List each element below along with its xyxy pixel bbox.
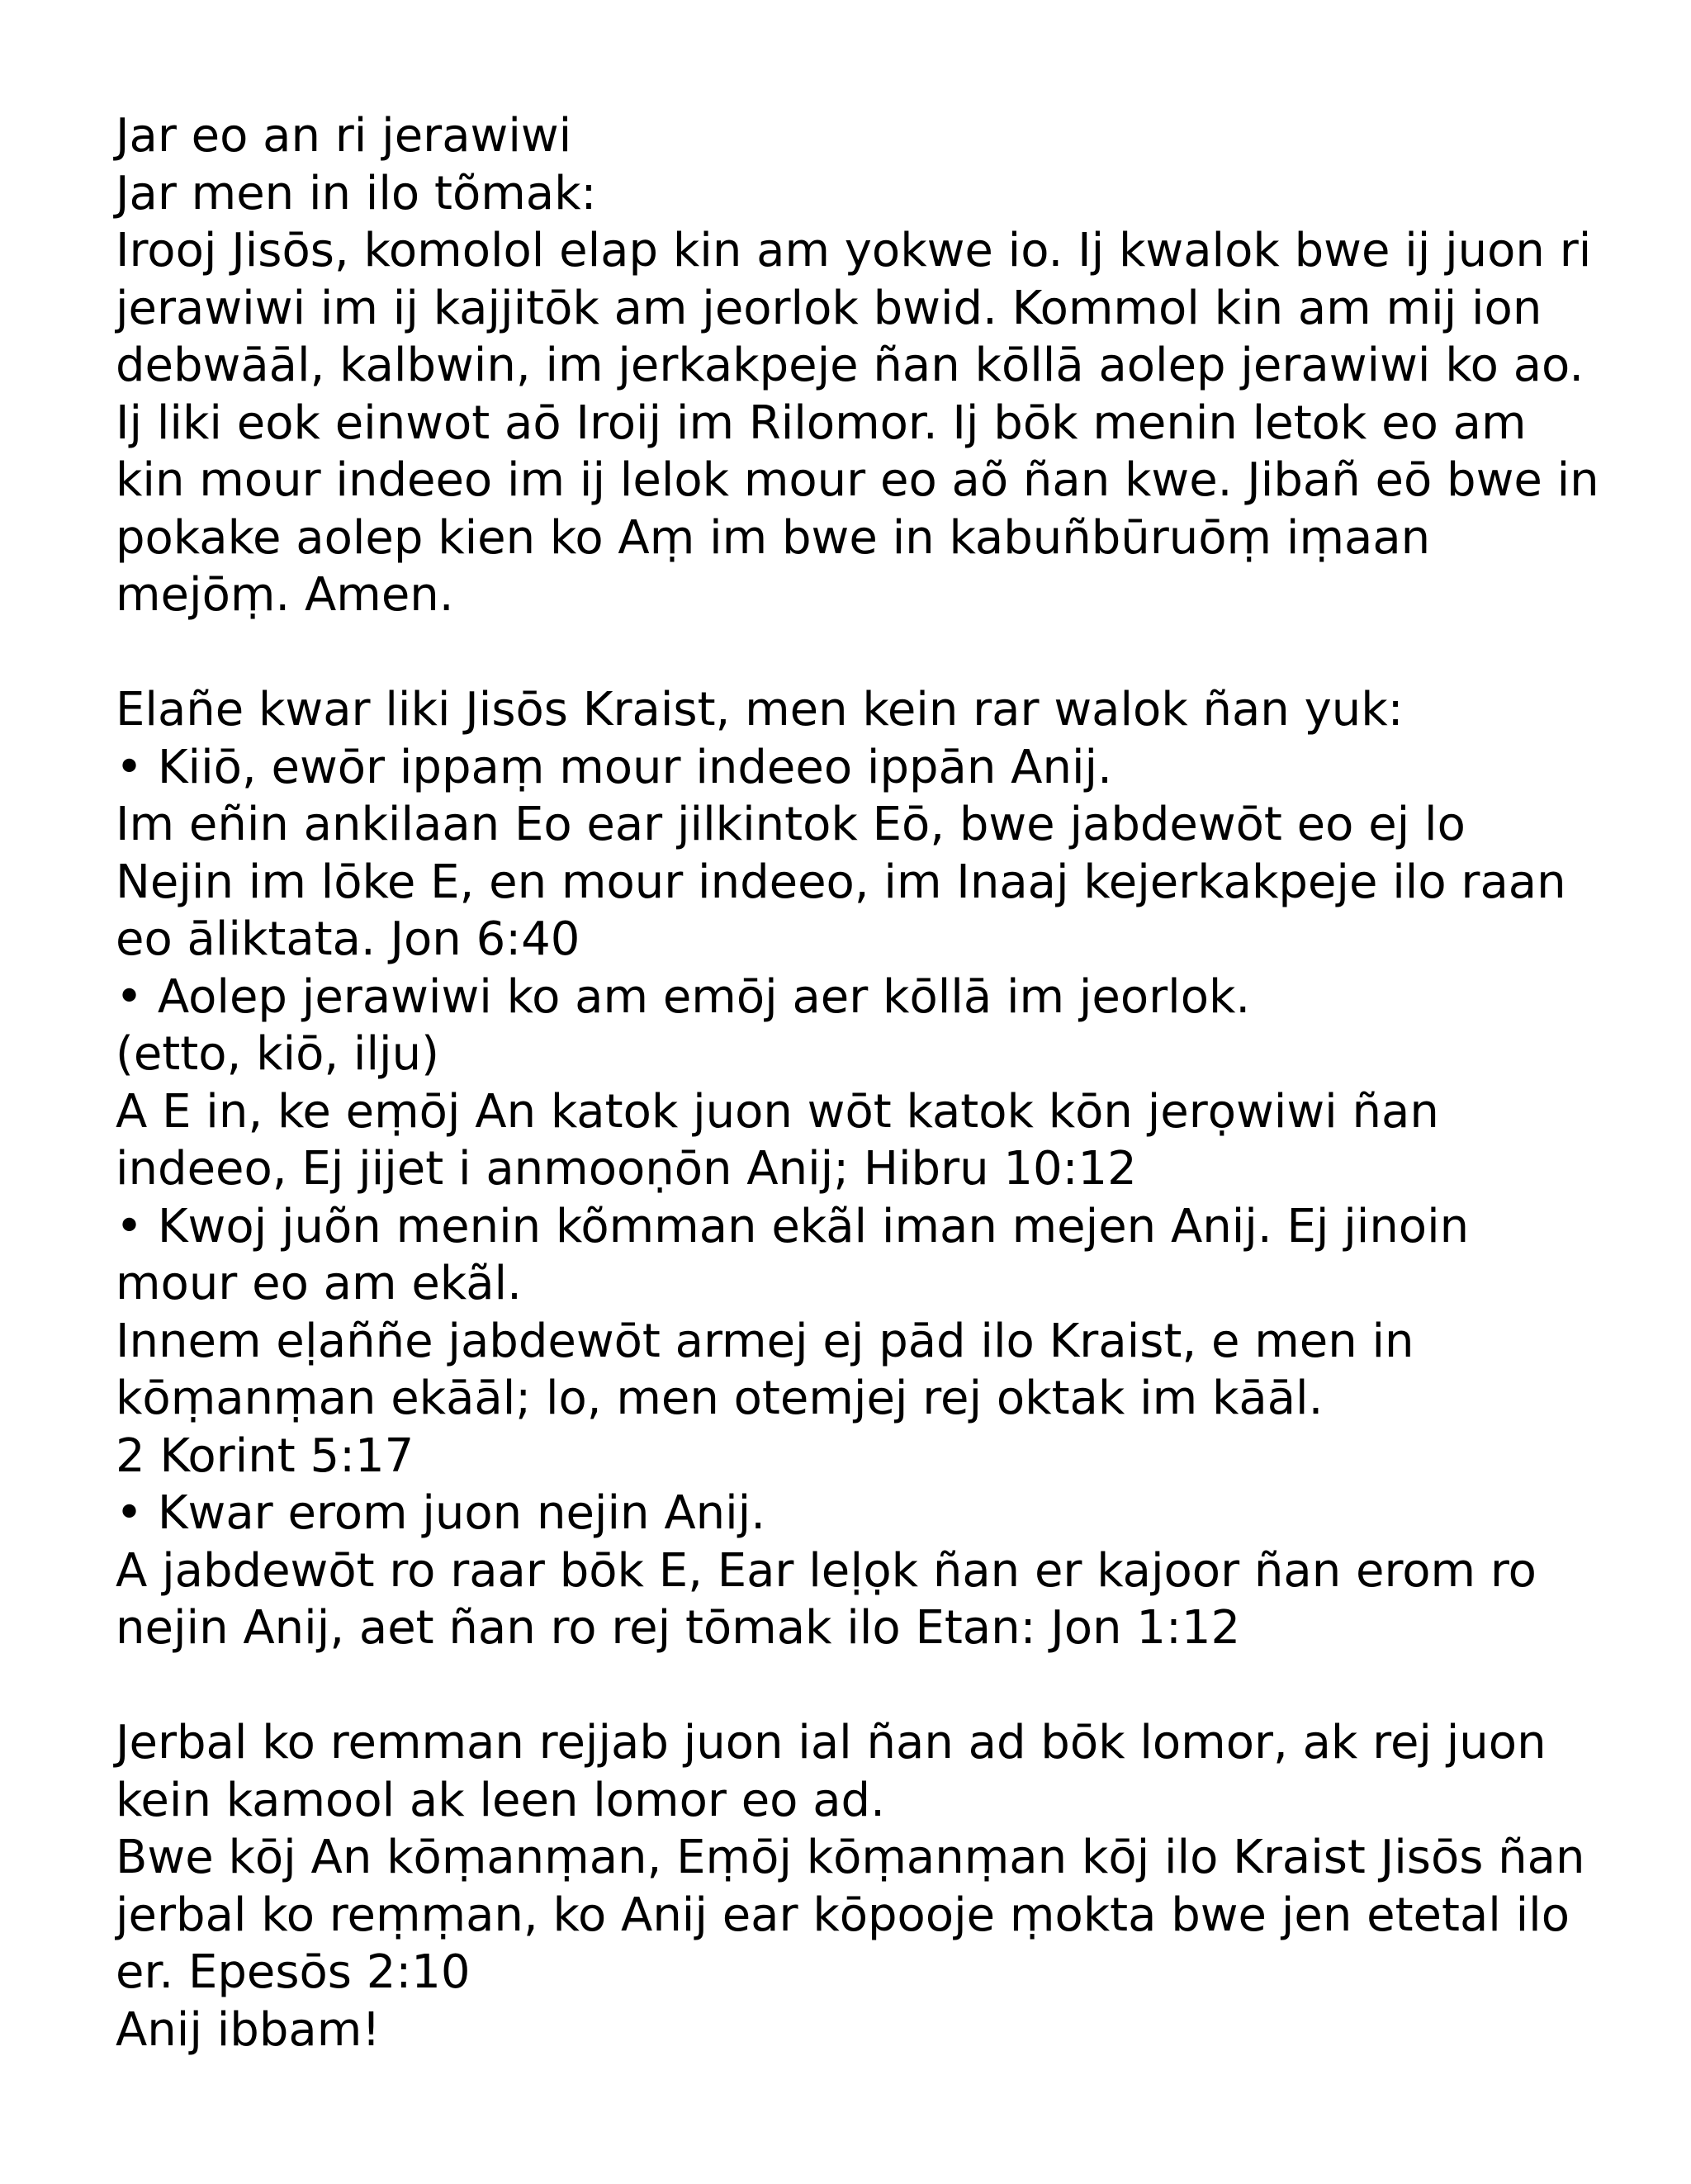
assurance-line: • Kwar erom juon nejin Anij. (116, 1486, 766, 1540)
assurance-line: 2 Korint 5:17 (116, 1428, 414, 1483)
assurance-line: kōṃanṃan ekāāl; lo, men otemjej rej oktak im kāāl. (116, 1372, 1324, 1425)
prayer-line: Irooj Jisōs, komolol elap kin am yokwe io. Ij kwalok bwe ij juon ri (116, 224, 1592, 277)
closing-line: Bwe kōj An kōṃanṃan, Eṃōj kōṃanṃan kōj ilo Kraist Jisōs ñan (116, 1831, 1585, 1884)
assurance-section (116, 681, 1602, 1657)
assurance-line: mour eo am ekãl. (116, 1257, 522, 1310)
closing-line: Anij ibbam! (116, 2002, 381, 2057)
assurance-line: • Kwoj juõn menin kõmman ekãl iman mejen Anij. Ej jinoin (116, 1199, 1470, 1253)
assurance-line: eo āliktata. Jon 6:40 (116, 912, 580, 966)
assurance-line: • Aolep jerawiwi ko am emōj aer kōllā im jeorlok. (116, 969, 1251, 1024)
prayer-line: debwāāl, kalbwin, im jerkakpeje ñan kōllā aolep jerawiwi ko ao. (116, 339, 1584, 392)
assurance-line: Elañe kwar liki Jisōs Kraist, men kein rar walok ñan yuk: (116, 683, 1404, 737)
prayer-line: Ij liki eok einwot aō Iroij im Rilomor. Ij bōk menin letok eo am (116, 396, 1527, 450)
assurance-line: Nejin im lōke E, en mour indeeo, im Inaaj kejerkakpeje ilo raan (116, 855, 1566, 909)
prayer-section (116, 107, 1602, 624)
assurance-line: Innem eḷaññe jabdewōt armej ej pād ilo Kraist, e men in (116, 1314, 1414, 1368)
prayer-line: Jar eo an ri jerawiwi (116, 109, 572, 163)
prayer-line: Jar men in ilo tõmak: (116, 166, 597, 220)
assurance-line: (etto, kiō, ilju) (116, 1027, 439, 1081)
closing-line: er. Epesōs 2:10 (116, 1945, 471, 1999)
closing-line: Jerbal ko remman rejjab juon ial ñan ad bōk lomor, ak rej juon (116, 1716, 1547, 1769)
closing-line: jerbal ko reṃṃan, ko Anij ear kōpooje ṃokta bwe jen etetal ilo (116, 1888, 1570, 1942)
paragraph-spacer (116, 624, 1602, 682)
assurance-line: • Kiiō, ewōr ippaṃ mour indeeo ippān Anij. (116, 740, 1112, 794)
assurance-line: nejin Anij, aet ñan ro rej tōmak ilo Etan: Jon 1:12 (116, 1601, 1241, 1655)
assurance-line: A jabdewōt ro raar bōk E, Ear leḷọk ñan er kajoor ñan erom ro (116, 1543, 1537, 1598)
assurance-line: Im eñin ankilaan Eo ear jilkintok Eō, bwe jabdewōt eo ej lo (116, 798, 1466, 851)
prayer-line: mejōṃ. Amen. (116, 568, 454, 622)
closing-section (116, 1714, 1602, 2058)
prayer-line: kin mour indeeo im ij lelok mour eo aõ ñan kwe. Jibañ eō bwe in (116, 453, 1599, 507)
prayer-line: jerawiwi im ij kajjitōk am jeorlok bwid. Kommol kin am mij ion (116, 281, 1542, 335)
assurance-line: A E in, ke eṃōj An katok juon wōt katok kōn jerọwiwi ñan (116, 1084, 1439, 1139)
closing-line: kein kamool ak leen lomor eo ad. (116, 1773, 885, 1827)
document-body (116, 107, 1602, 2058)
assurance-line: indeeo, Ej jijet i anmooṇōn Anij; Hibru 10:12 (116, 1142, 1137, 1196)
prayer-line: pokake aolep kien ko Aṃ im bwe in kabuñbūruōṃ iṃaan (116, 510, 1431, 565)
paragraph-spacer (116, 1657, 1602, 1715)
